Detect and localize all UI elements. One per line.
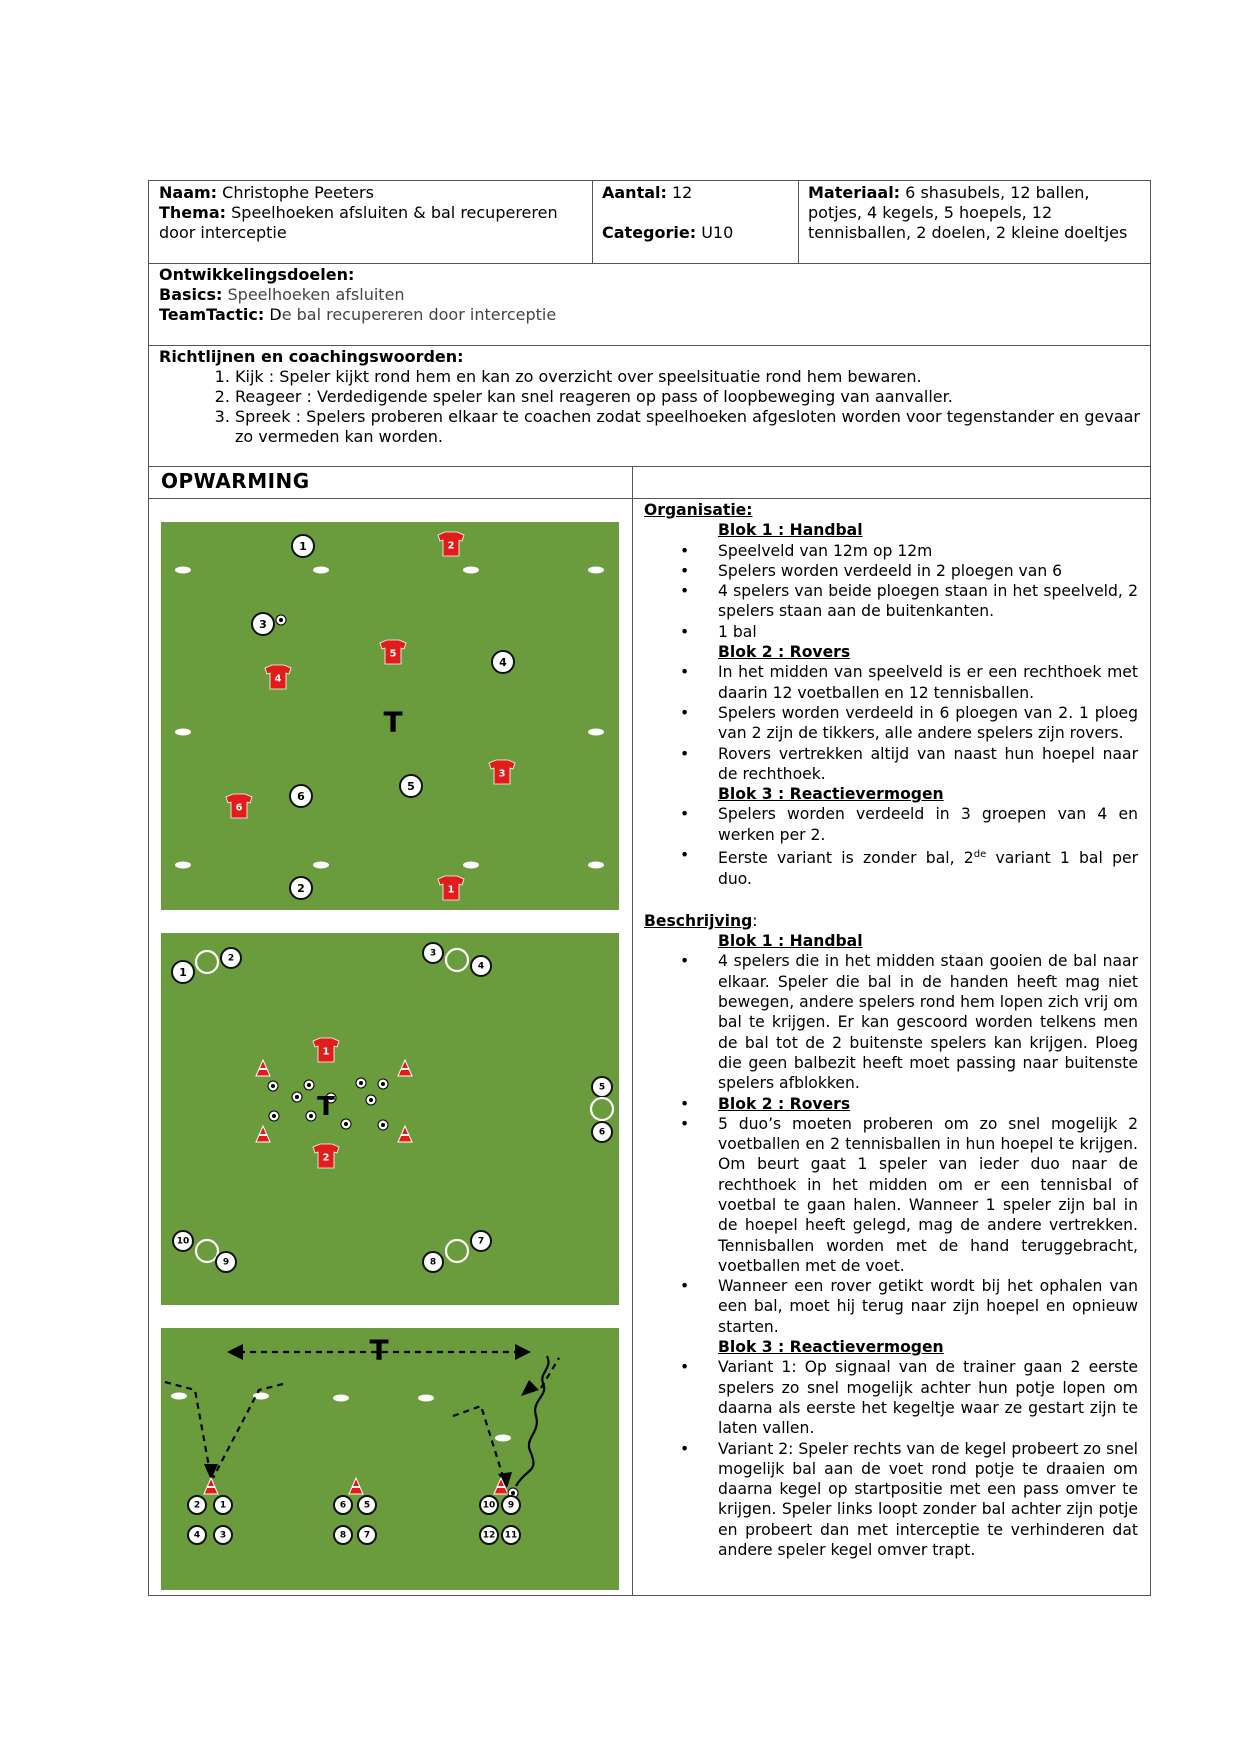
player-number: 5 (363, 1500, 371, 1511)
marker-cone (175, 567, 191, 574)
richtlijn-item: 1. Kijk : Speler kijkt rond hem en kan zo overzicht over speelsituatie rond hem bewaren. (235, 367, 1140, 387)
list-item: • Variant 2: Speler rechts van de kegel probeert zo snel mogelijk bal aan de voet rond potje te draaien om daarna kegel op startpositie met een pass omver te krijgen. Speler links loopt zonder bal achter zijn potje en probeert dan met interceptie te verhinderen dat andere speler kegel omver trapt. (718, 1439, 1138, 1561)
opwarming-row (149, 467, 1150, 499)
player-number: 10 (176, 1236, 190, 1247)
trainer-icon: T (317, 1092, 335, 1122)
player-number: 6 (339, 1500, 347, 1511)
marker-cone (313, 567, 329, 574)
list-item: • Eerste variant is zonder bal, 2de variant 1 bal per duo. (718, 845, 1138, 889)
run-path (213, 1384, 283, 1478)
besch-blok1-title: Blok 1 : Handbal (718, 932, 863, 951)
main-row (149, 499, 1150, 1595)
player-number: 3 (259, 618, 267, 631)
hoop-icon (591, 1098, 613, 1120)
ball-patch (511, 1491, 515, 1495)
categorie-label: Categorie: (602, 223, 697, 242)
org-blok2-title: Blok 2 : Rovers (718, 643, 851, 662)
richtlijn-item: 2. Reageer : Verdedigende speler kan snel reageren op pass of loopbeweging van aanvaller. (235, 387, 1140, 407)
hoop-icon (196, 1240, 218, 1262)
player-number: 1 (219, 1500, 227, 1511)
player-number: 9 (222, 1257, 230, 1268)
list-item (718, 1094, 1138, 1114)
materiaal-value: 6 shasubels, 12 ballen, potjes, 4 kegels, 5 hoepels, 12 tennisballen, 2 doelen, 2 kleine doeltjes (808, 183, 1128, 242)
trainer-icon: T (383, 705, 403, 739)
aantal-cell (592, 181, 798, 263)
teamtactic-value: e bal recupereren door interceptie (281, 305, 557, 324)
list-item: • Speelveld van 12m op 12m (718, 541, 1138, 561)
ball-patch (359, 1081, 363, 1085)
marker-cone (171, 1393, 187, 1400)
marker-cone (175, 729, 191, 736)
teamtactic-first-letter: D (269, 305, 282, 324)
list-item: • Variant 1: Op signaal van de trainer gaan 2 eerste spelers zo snel mogelijk achter hun potje lopen om daarna als eerste het kegeltje waar ze gestart zijn te laten vallen. (718, 1357, 1138, 1438)
player-number: 6 (297, 790, 305, 803)
player-number: 12 (482, 1530, 496, 1541)
list-item: • 1 bal (718, 622, 1138, 642)
header-row (149, 181, 1150, 264)
player-number: 10 (482, 1500, 496, 1511)
categorie-value: U10 (701, 223, 734, 242)
player-number: 11 (504, 1530, 518, 1541)
list-item: • 4 spelers die in het midden staan gooien de bal naar elkaar. Speler die bal in de handen heeft mag niet bewegen, andere spelers rond hem lopen zich vrij om bal te krijgen. Er kan gescoord worden telkens men de bal tot de 2 buitenste spelers kan krijgen. Ploeg die geen balbezit heeft moet passing naar buitenste spelers afblokken. (718, 951, 1138, 1093)
player-number: 2 (297, 882, 305, 895)
list-item: • Spelers worden verdeeld in 6 ploegen van 2. 1 ploeg van 2 zijn de tikkers, alle andere spelers zijn rovers. (718, 703, 1138, 744)
arrow-left-icon (227, 1344, 243, 1360)
player-number: 4 (477, 961, 485, 972)
hoop-icon (446, 949, 468, 971)
thema-label: Thema: (159, 203, 227, 222)
description-column: Organisatie: Blok 1 : Handbal • Speelveld van 12m op 12m • Spelers worden verdeeld in 2 ploegen van 6 • 4 spelers van beide ploegen staan in het speelveld, 2 spelers staan aan de buitenkanten. • 1 bal Blok 2 : Rovers • In het midden van speelveld is er een rechthoek met daarin 12 voetballen en 12 tennisballen. • Spelers worden verdeeld in 6 ploegen van 2. 1 ploeg van 2 zijn de tikkers, alle andere spelers zijn rovers. • Rovers vertrekken altijd van naast hun hoepel naar de rechthoek. Blok 3 : Reactievermogen • Spelers worden verdeeld in 3 groepen van 4 en werken per 2. • Eerste variant is zonder bal, 2de variant 1 bal per duo. Beschrijving: Blok 1 : Handbal • 4 spelers die in het midden staan gooien de bal naar elkaar. Speler die bal in de handen heeft mag niet bewegen, andere spelers rond hem lopen zich vrij om bal te krijgen. Er kan gescoord worden telkens men de bal tot de 2 buitenste spelers kan krijgen. Ploeg die geen balbezit heeft moet passing naar buitenste spelers afblokken. • Blok 2 : Rovers • 5 duo’s moeten proberen om zo snel mogelijk 2 voetballen en 2 tennisballen in hun hoepel te krijgen. Om beurt gaat 1 speler van ieder duo naar de rechthoek in het midden om er een tennisbal of voetbal te gaan halen. Wanneer 1 speler zijn bal in de hoepel heeft gelegd, mag de andere vertrekken. Tennisballen worden met de hand teruggebracht, voetballen met de voet. • Wanneer een rover getikt wordt bij het ophalen van een bal, moet hij terug naar zijn hoepel en opnieuw starten. Blok 3 : Reactievermogen • Variant 1: Op signaal van de trainer gaan 2 eerste spelers zo snel mogelijk achter hun potje lopen om daarna als eerste het kegeltje waar ze gestart zijn te laten vallen. • Variant 2: Speler rechts van de kegel probeert zo snel mogelijk bal aan de voet rond potje te draaien om daarna kegel op startpositie met een pass omver te krijgen. Speler links loopt zonder bal achter zijn potje en probeert dan met interceptie te verhinderen dat andere speler kegel omver trapt. (632, 499, 1150, 1560)
richtlijnen-row (149, 346, 1150, 467)
marker-cone (588, 567, 604, 574)
besch-blok3-list (644, 1357, 1138, 1560)
section-title: OPWARMING (161, 469, 310, 493)
marker-cone (588, 862, 604, 869)
shirt-number: 3 (498, 768, 506, 780)
doelen-row (149, 264, 1150, 346)
doelen-title: Ontwikkelingsdoelen: (159, 265, 355, 284)
ball-patch (279, 618, 283, 622)
org-blok1-title: Blok 1 : Handbal (718, 521, 863, 540)
player-number: 1 (179, 966, 187, 979)
list-item: • In het midden van speelveld is er een rechthoek met daarin 12 voetballen en 12 tennisballen. (718, 662, 1138, 703)
diagram-handbal (161, 522, 619, 910)
player-number: 3 (429, 948, 437, 959)
marker-cone (313, 862, 329, 869)
arrow-up-icon (521, 1380, 539, 1396)
player-number: 7 (477, 1236, 485, 1247)
besch-blok2-title: Blok 2 : Rovers (718, 1094, 851, 1113)
materiaal-label: Materiaal: (808, 183, 901, 202)
player-number: 7 (363, 1530, 371, 1541)
arrow-right-icon (515, 1344, 531, 1360)
marker-cone (333, 1395, 349, 1402)
shirt-number: 4 (274, 673, 282, 685)
ball-patch (344, 1122, 348, 1126)
player-number: 9 (507, 1500, 515, 1511)
ball-patch (381, 1082, 385, 1086)
dribble-path (516, 1356, 549, 1486)
shirt-number: 2 (447, 540, 455, 552)
list-item: • Spelers worden verdeeld in 2 ploegen van 6 (718, 561, 1138, 581)
list-item: • Rovers vertrekken altijd van naast hun hoepel naar de rechthoek. (718, 744, 1138, 785)
teamtactic-label: TeamTactic: (159, 305, 265, 324)
list-item: • Wanneer een rover getikt wordt bij het ophalen van een bal, moet hij terug naar zijn hoepel en opnieuw starten. (718, 1276, 1138, 1337)
org-blok2-list (644, 662, 1138, 784)
player-number: 4 (499, 656, 507, 669)
besch-blok1-list (644, 951, 1138, 1337)
richtlijnen-title: Richtlijnen en coachingswoorden: (159, 347, 464, 366)
richtlijnen-list (159, 367, 1140, 447)
richtlijn-item: 3. Spreek : Spelers proberen elkaar te coachen zodat speelhoeken afgesloten worden voor tegenstander en gevaar zo vermeden kan worden. (235, 407, 1140, 447)
shirt-number: 5 (389, 648, 397, 660)
naam-thema-cell (149, 181, 592, 263)
ball-patch (381, 1123, 385, 1127)
shirt-number: 1 (322, 1046, 330, 1058)
org-blok3-list (644, 804, 1138, 888)
list-item: • 5 duo’s moeten proberen om zo snel mogelijk 2 voetballen en 2 tennisballen in hun hoepel te krijgen. Om beurt gaat 1 speler van ieder duo naar de rechthoek in het midden om er een tennisbal of voetbal te gaan halen. Wanneer 1 speler zijn bal in de hoepel heeft gelegd, mag de andere vertrekken. Tennisballen worden met de hand teruggebracht, voetballen met de voet. (718, 1114, 1138, 1276)
ball-patch (295, 1095, 299, 1099)
besch-blok3-title: Blok 3 : Reactievermogen (718, 1338, 944, 1357)
player-number: 1 (299, 540, 307, 553)
diagram-handbal-svg (161, 522, 619, 910)
ball-patch (309, 1114, 313, 1118)
shirt-number: 1 (447, 884, 455, 896)
list-item: • Spelers worden verdeeld in 3 groepen van 4 en werken per 2. (718, 804, 1138, 845)
ball-patch (369, 1098, 373, 1102)
thema-value: Speelhoeken afsluiten & bal recupereren door interceptie (159, 203, 558, 242)
org-blok1-list (644, 541, 1138, 642)
player-number: 8 (339, 1530, 347, 1541)
doelen-cell (149, 264, 1150, 345)
list-item: • 4 spelers van beide ploegen staan in het speelveld, 2 spelers staan aan de buitenkanten. (718, 581, 1138, 622)
marker-cone (175, 862, 191, 869)
shirt-number: 2 (322, 1152, 330, 1164)
naam-label: Naam: (159, 183, 218, 202)
basics-value: Speelhoeken afsluiten (227, 285, 405, 304)
richtlijnen-cell (149, 346, 1150, 466)
diagram-rovers (161, 933, 619, 1305)
trainer-icon: T (369, 1333, 389, 1367)
player-number: 5 (598, 1082, 606, 1093)
player-number: 2 (227, 953, 235, 964)
marker-cone (588, 729, 604, 736)
marker-cone (495, 1435, 511, 1442)
player-number: 3 (219, 1530, 227, 1541)
shirt-number: 6 (235, 802, 243, 814)
naam-value: Christophe Peeters (222, 183, 374, 202)
hoop-icon (196, 951, 218, 973)
basics-label: Basics: (159, 285, 223, 304)
diagram-rovers-svg (161, 933, 619, 1305)
ball-patch (307, 1083, 311, 1087)
diagram-reactievermogen-svg (161, 1328, 619, 1590)
marker-cone (463, 567, 479, 574)
aantal-value: 12 (672, 183, 693, 202)
player-number: 6 (598, 1127, 606, 1138)
player-number: 2 (193, 1500, 201, 1511)
player-number: 8 (429, 1257, 437, 1268)
marker-cone (418, 1395, 434, 1402)
training-sheet (148, 180, 1151, 1596)
ball-patch (271, 1084, 275, 1088)
beschrijving-title: Beschrijving (644, 911, 753, 930)
aantal-label: Aantal: (602, 183, 667, 202)
player-number: 4 (193, 1530, 201, 1541)
diagram-reactievermogen (161, 1328, 619, 1590)
ball-patch (272, 1114, 276, 1118)
marker-cone (463, 862, 479, 869)
materiaal-cell (798, 181, 1150, 263)
organisatie-title: Organisatie: (644, 501, 753, 519)
org-blok3-title: Blok 3 : Reactievermogen (718, 785, 944, 804)
hoop-icon (446, 1240, 468, 1262)
player-number: 5 (407, 780, 415, 793)
